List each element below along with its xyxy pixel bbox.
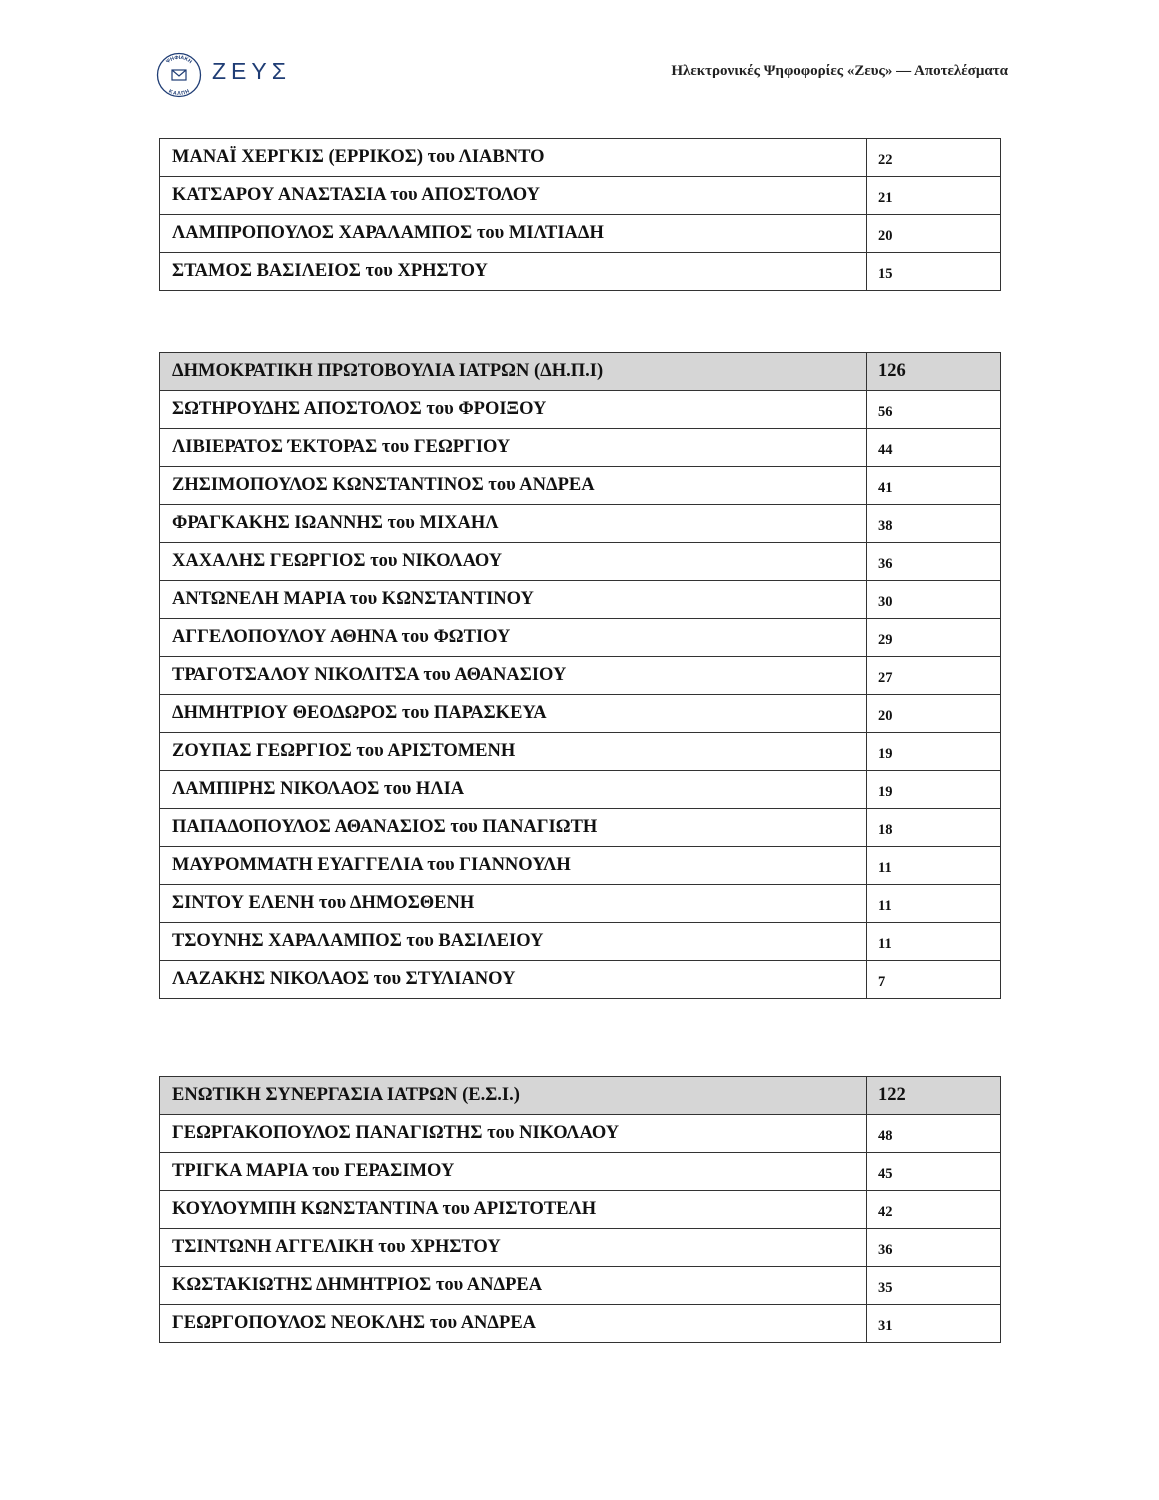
page-header — [0, 0, 1159, 110]
candidate-name: ΤΣΟΥΝΗΣ ΧΑΡΑΛΑΜΠΟΣ του ΒΑΣΙΛΕΙΟΥ — [160, 923, 867, 961]
table-row — [160, 885, 1001, 923]
table-row — [160, 215, 1001, 253]
table-row — [160, 1115, 1001, 1153]
candidate-votes: 41 — [867, 467, 1001, 505]
table-row — [160, 1191, 1001, 1229]
candidate-name: ΣΩΤΗΡΟΥΔΗΣ ΑΠΟΣΤΟΛΟΣ του ΦΡΟΙΞΟΥ — [160, 391, 867, 429]
candidate-name: ΖΗΣΙΜΟΠΟΥΛΟΣ ΚΩΝΣΤΑΝΤΙΝΟΣ του ΑΝΔΡΕΑ — [160, 467, 867, 505]
table-row — [160, 1305, 1001, 1343]
table-row — [160, 809, 1001, 847]
group-header-row — [160, 1077, 1001, 1115]
table-row — [160, 619, 1001, 657]
candidate-votes: 19 — [867, 771, 1001, 809]
zeus-logo-icon — [156, 52, 202, 98]
results-table-dhpi — [159, 352, 1001, 999]
candidate-name: ΓΕΩΡΓΟΠΟΥΛΟΣ ΝΕΟΚΛΗΣ του ΑΝΔΡΕΑ — [160, 1305, 867, 1343]
candidate-votes: 18 — [867, 809, 1001, 847]
candidate-votes: 36 — [867, 543, 1001, 581]
table-row — [160, 429, 1001, 467]
table-row — [160, 923, 1001, 961]
candidate-votes: 31 — [867, 1305, 1001, 1343]
table-row — [160, 581, 1001, 619]
candidate-name: ΚΑΤΣΑΡΟΥ ΑΝΑΣΤΑΣΙΑ του ΑΠΟΣΤΟΛΟΥ — [160, 177, 867, 215]
candidate-name: ΣΙΝΤΟΥ ΕΛΕΝΗ του ΔΗΜΟΣΘΕΝΗ — [160, 885, 867, 923]
results-table-1 — [159, 138, 1001, 291]
group-votes: 126 — [867, 353, 1001, 391]
candidate-votes: 11 — [867, 885, 1001, 923]
candidate-name: ΑΓΓΕΛΟΠΟΥΛΟΥ ΑΘΗΝΑ του ΦΩΤΙΟΥ — [160, 619, 867, 657]
candidate-name: ΛΑΜΠΡΟΠΟΥΛΟΣ ΧΑΡΑΛΑΜΠΟΣ του ΜΙΛΤΙΑΔΗ — [160, 215, 867, 253]
candidate-name: ΓΕΩΡΓΑΚΟΠΟΥΛΟΣ ΠΑΝΑΓΙΩΤΗΣ του ΝΙΚΟΛΑΟΥ — [160, 1115, 867, 1153]
candidate-name: ΣΤΑΜΟΣ ΒΑΣΙΛΕΙΟΣ του ΧΡΗΣΤΟΥ — [160, 253, 867, 291]
candidate-votes: 30 — [867, 581, 1001, 619]
candidate-votes: 21 — [867, 177, 1001, 215]
table-row — [160, 961, 1001, 999]
candidate-name: ΛΑΜΠΙΡΗΣ ΝΙΚΟΛΑΟΣ του ΗΛΙΑ — [160, 771, 867, 809]
table-row — [160, 1267, 1001, 1305]
candidate-name: ΜΑΝΑΪ ΧΕΡΓΚΙΣ (ΕΡΡΙΚΟΣ) του ΛΙΑΒΝΤΟ — [160, 139, 867, 177]
candidate-votes: 11 — [867, 923, 1001, 961]
table-row — [160, 847, 1001, 885]
candidate-votes: 20 — [867, 215, 1001, 253]
candidate-votes: 36 — [867, 1229, 1001, 1267]
candidate-name: ΧΑΧΑΛΗΣ ΓΕΩΡΓΙΟΣ του ΝΙΚΟΛΑΟΥ — [160, 543, 867, 581]
candidate-name: ΛΑΖΑΚΗΣ ΝΙΚΟΛΑΟΣ του ΣΤΥΛΙΑΝΟΥ — [160, 961, 867, 999]
candidate-name: ΜΑΥΡΟΜΜΑΤΗ ΕΥΑΓΓΕΛΙΑ του ΓΙΑΝΝΟΥΛΗ — [160, 847, 867, 885]
group-name: ΕΝΩΤΙΚΗ ΣΥΝΕΡΓΑΣΙΑ ΙΑΤΡΩΝ (Ε.Σ.Ι.) — [160, 1077, 867, 1115]
table-row — [160, 733, 1001, 771]
table-row — [160, 1229, 1001, 1267]
logo-text: ΖΕΥΣ — [212, 58, 291, 84]
table-row — [160, 391, 1001, 429]
candidate-votes: 48 — [867, 1115, 1001, 1153]
logo-ring-top-text: ΨΗΦΙΑΚΗ — [165, 54, 193, 66]
candidate-name: ΦΡΑΓΚΑΚΗΣ ΙΩΑΝΝΗΣ του ΜΙΧΑΗΛ — [160, 505, 867, 543]
table-row — [160, 139, 1001, 177]
table-row — [160, 1153, 1001, 1191]
candidate-name: ΔΗΜΗΤΡΙΟΥ ΘΕΟΔΩΡΟΣ του ΠΑΡΑΣΚΕΥΑ — [160, 695, 867, 733]
svg-text:ΚΑΛΠΗ — [168, 88, 191, 97]
candidate-votes: 11 — [867, 847, 1001, 885]
candidate-votes: 29 — [867, 619, 1001, 657]
logo-ring-bottom-text: ΚΑΛΠΗ — [167, 88, 191, 97]
candidate-name: ΖΟΥΠΑΣ ΓΕΩΡΓΙΟΣ του ΑΡΙΣΤΟΜΕΝΗ — [160, 733, 867, 771]
candidate-name: ΤΣΙΝΤΩΝΗ ΑΓΓΕΛΙΚΗ του ΧΡΗΣΤΟΥ — [160, 1229, 867, 1267]
candidate-votes: 56 — [867, 391, 1001, 429]
candidate-name: ΤΡΙΓΚΑ ΜΑΡΙΑ του ΓΕΡΑΣΙΜΟΥ — [160, 1153, 867, 1191]
page-title: Ηλεκτρονικές Ψηφοφορίες «Ζευς» — Αποτελέσματα — [671, 63, 1008, 79]
table-row — [160, 467, 1001, 505]
group-header-row — [160, 353, 1001, 391]
candidate-name: ΚΟΥΛΟΥΜΠΗ ΚΩΝΣΤΑΝΤΙΝΑ του ΑΡΙΣΤΟΤΕΛΗ — [160, 1191, 867, 1229]
candidate-votes: 45 — [867, 1153, 1001, 1191]
candidate-name: ΛΙΒΙΕΡΑΤΟΣ ΈΚΤΟΡΑΣ του ΓΕΩΡΓΙΟΥ — [160, 429, 867, 467]
candidate-votes: 42 — [867, 1191, 1001, 1229]
candidate-votes: 27 — [867, 657, 1001, 695]
table-row — [160, 771, 1001, 809]
candidate-votes: 44 — [867, 429, 1001, 467]
table-row — [160, 505, 1001, 543]
table-row — [160, 695, 1001, 733]
candidate-votes: 7 — [867, 961, 1001, 999]
group-name: ΔΗΜΟΚΡΑΤΙΚΗ ΠΡΩΤΟΒΟΥΛΙΑ ΙΑΤΡΩΝ (ΔΗ.Π.Ι) — [160, 353, 867, 391]
table-row — [160, 177, 1001, 215]
table-row — [160, 657, 1001, 695]
candidate-name: ΑΝΤΩΝΕΛΗ ΜΑΡΙΑ του ΚΩΝΣΤΑΝΤΙΝΟΥ — [160, 581, 867, 619]
candidate-votes: 15 — [867, 253, 1001, 291]
results-table-esi — [159, 1076, 1001, 1343]
candidate-votes: 35 — [867, 1267, 1001, 1305]
candidate-votes: 19 — [867, 733, 1001, 771]
candidate-votes: 20 — [867, 695, 1001, 733]
group-votes: 122 — [867, 1077, 1001, 1115]
table-row — [160, 253, 1001, 291]
candidate-name: ΠΑΠΑΔΟΠΟΥΛΟΣ ΑΘΑΝΑΣΙΟΣ του ΠΑΝΑΓΙΩΤΗ — [160, 809, 867, 847]
candidate-votes: 38 — [867, 505, 1001, 543]
candidate-votes: 22 — [867, 139, 1001, 177]
candidate-name: ΤΡΑΓΟΤΣΑΛΟΥ ΝΙΚΟΛΙΤΣΑ του ΑΘΑΝΑΣΙΟΥ — [160, 657, 867, 695]
table-row — [160, 543, 1001, 581]
candidate-name: ΚΩΣΤΑΚΙΩΤΗΣ ΔΗΜΗΤΡΙΟΣ του ΑΝΔΡΕΑ — [160, 1267, 867, 1305]
